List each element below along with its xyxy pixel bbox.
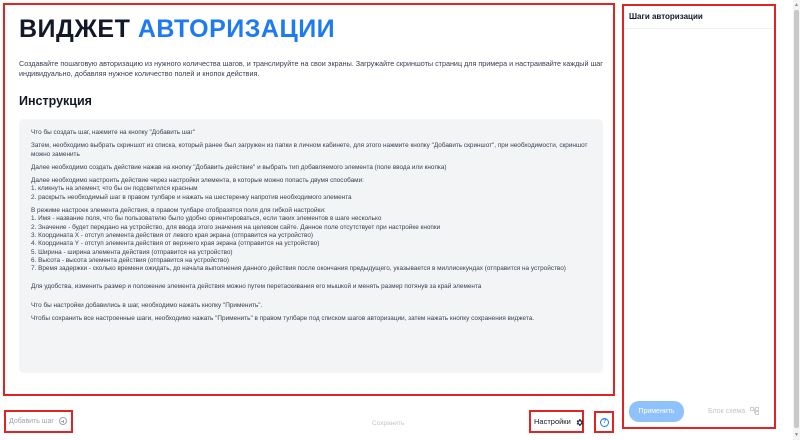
- save-button[interactable]: Сохранить: [372, 420, 405, 427]
- add-step-button[interactable]: [4, 410, 73, 433]
- instruction-paragraph-4: Далее необходимо настроить действие через настройки элемента, в которые можно попасть двумя способами: 1. кликнуть на элемент, что бы он подсветился красным 2. раскрыть необходимый шаг в правом тулбаре и нажать на шестеренку напротив необходимого элемента: [31, 177, 364, 201]
- instruction-paragraph-1: Что бы создать шаг, нажмите на кнопку "Добавить шаг": [31, 129, 196, 136]
- instruction-paragraph-2: Затем, необходимо выбрать скриншот из списка, который ранее был загружен из папки в личном кабинете, для этого нажмите кнопку "Добавить скриншот", при необходимости, скриншот можно заменить: [31, 142, 588, 158]
- scroll-up-arrow-icon[interactable]: ▲: [794, 2, 799, 8]
- instruction-title: Инструкция: [19, 94, 92, 108]
- flowchart-label: Блок схема: [708, 407, 746, 415]
- scrollbar-thumb[interactable]: [794, 10, 799, 428]
- help-icon: ?: [600, 418, 609, 427]
- main-panel: [3, 3, 615, 396]
- title-part-2: АВТОРИЗАЦИИ: [137, 15, 336, 43]
- add-step-label: Добавить шаг: [9, 418, 54, 425]
- title-part-1: ВИДЖЕТ: [19, 15, 131, 43]
- flowchart-button[interactable]: [708, 407, 759, 415]
- flowchart-icon: [750, 407, 759, 415]
- scroll-down-arrow-icon[interactable]: ▼: [794, 432, 799, 438]
- page-title: [19, 15, 599, 43]
- settings-label: Настройки: [534, 417, 571, 426]
- auth-steps-sidebar: [622, 4, 776, 429]
- help-button[interactable]: [594, 411, 614, 433]
- settings-button[interactable]: [529, 410, 584, 433]
- instruction-paragraph-5: В режиме настроек элемента действия, в правом тулбаре отобразятся поля для гибкой настройки: 1. Имя - название поля, что бы пользователю было удобно ориентироваться, если таких элементов в шаге несколько 2. Значение - будет передано на устройство, для ввода этого значения на целевом сайте. Данное поле отсутствует при настройке кнопки 3. Координата X - отступ элемента действия от левого края экрана (отправится на устройство) 4. Координата Y - отступ элемента действия от верхнего края экрана (отправится на устройство) 5. Ширина - ширина элемента действия (отправится на устройство) 6. Высота - высота элемента действия (отправится на устройство) 7. Время задержки - сколько времени ожидать, до начала выполнения данного действия после окончания предыдущего, указывается в миллисекундах (отправится на устройство): [31, 207, 566, 273]
- page-scrollbar[interactable]: [793, 0, 800, 440]
- page-description: Создавайте пошаговую авторизацию из нужного количества шагов, и транслируйте на свои экраны. Загружайте скриншоты страниц для примера и настраивайте каждый шаг индивидуально, добавляя нужное количество полей и кнопок действия.: [19, 59, 603, 78]
- instruction-paragraph-6: Для удобства, изменить размер и положение элемента действия можно путем перетаскивания его мышкой и менять размер потянув за край элемента: [31, 283, 482, 291]
- plus-circle-icon: [59, 417, 67, 425]
- instruction-paragraph-7: Что бы настройки добавились в шаг, необходимо нажать кнопку "Применить".: [31, 301, 263, 309]
- instruction-box: [19, 119, 603, 373]
- instruction-paragraph-8: Чтобы сохранить все настроенные шаги, необходимо нажать "Применить" в правом тулбаре под списком шагов авторизации, затем нажать кнопку сохранения виджета.: [31, 315, 535, 323]
- gear-icon: [575, 418, 584, 427]
- sidebar-divider: [624, 28, 774, 29]
- apply-button[interactable]: Применить: [629, 401, 684, 422]
- auth-steps-title: Шаги авторизации: [629, 12, 703, 21]
- instruction-paragraph-3: Далее необходимо создать действие нажав на кнопку "Добавить действие" и выбрать тип добавляемого элемента (поле ввода или кнопка): [31, 163, 447, 171]
